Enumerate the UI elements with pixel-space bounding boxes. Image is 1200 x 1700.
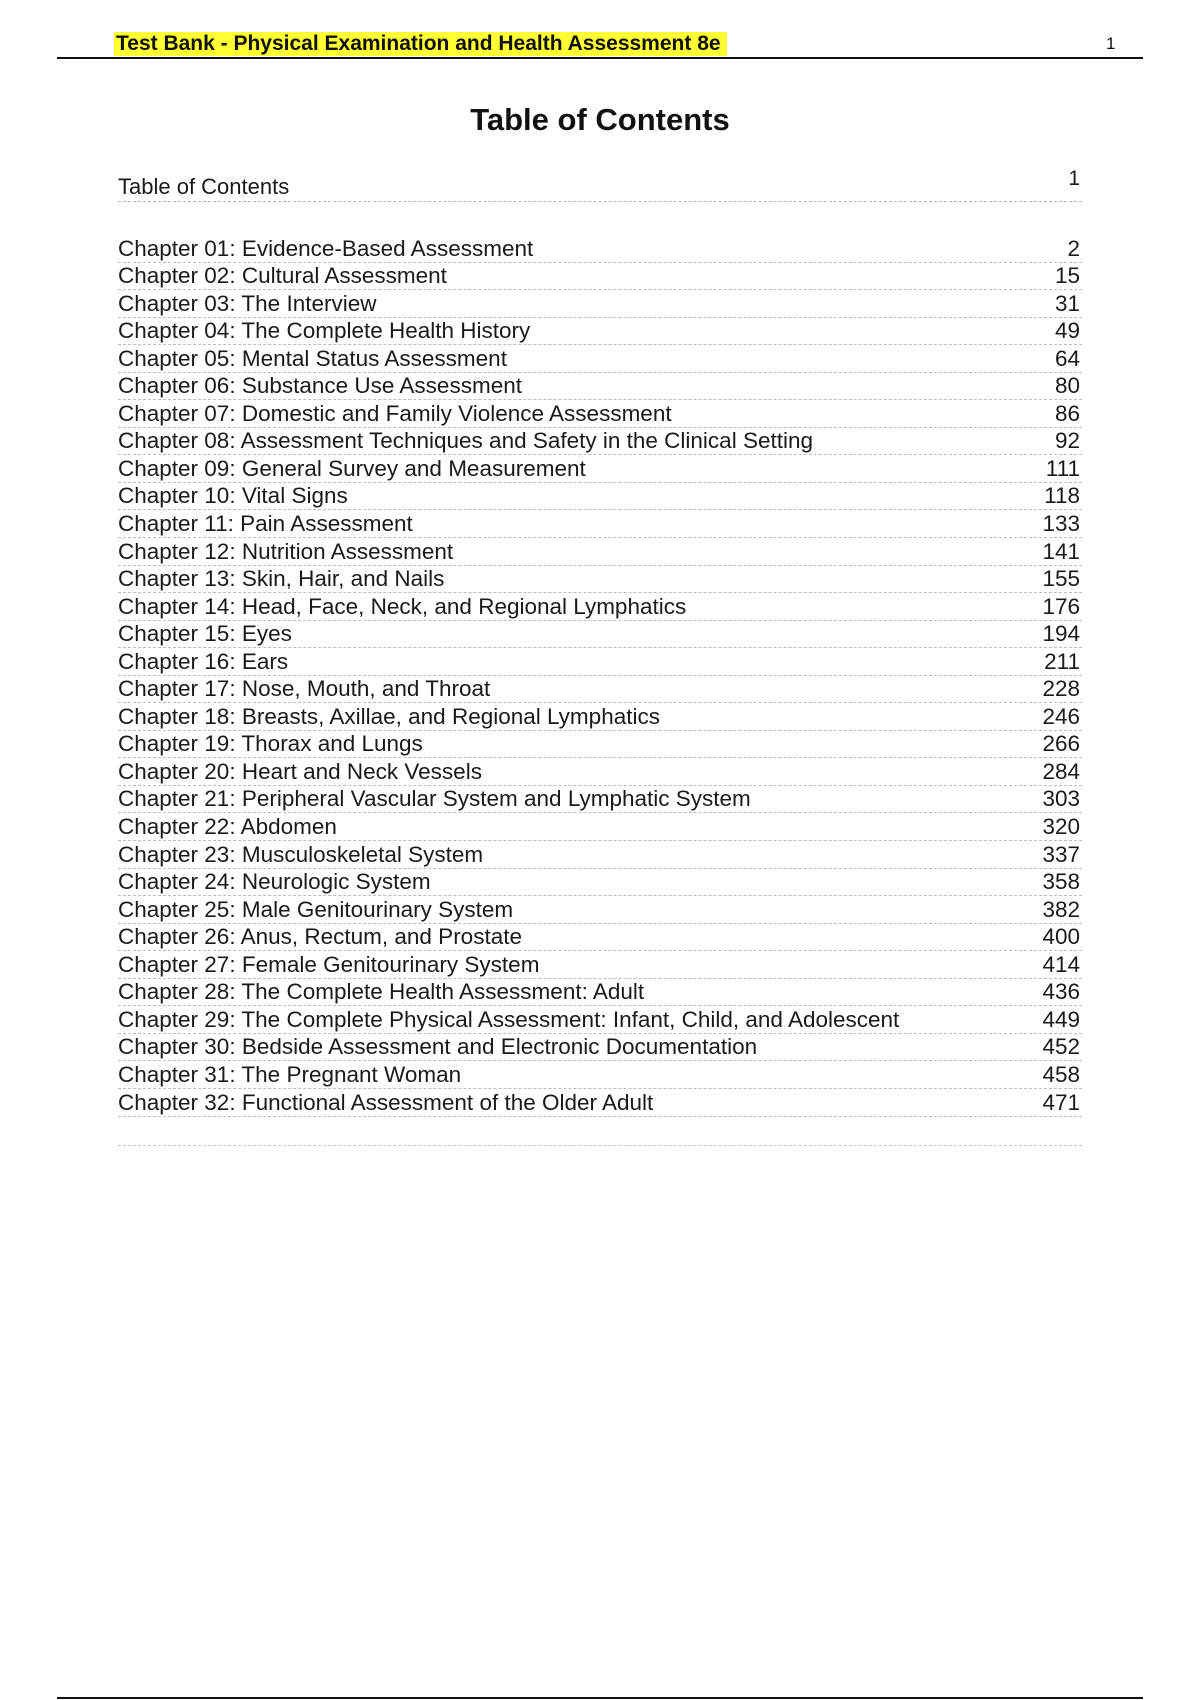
toc-entry-label: Chapter 08: Assessment Techniques and Safety in the Clinical Setting xyxy=(118,428,813,454)
toc-entry-label: Chapter 21: Peripheral Vascular System and Lymphatic System xyxy=(118,786,751,812)
toc-entry[interactable] xyxy=(118,1089,1082,1117)
toc-entry[interactable] xyxy=(118,428,1082,456)
toc-entry-page: 436 xyxy=(1042,979,1080,1005)
toc-entry-label: Chapter 25: Male Genitourinary System xyxy=(118,896,514,922)
toc-entry[interactable] xyxy=(118,813,1082,841)
toc-entry-page: 449 xyxy=(1042,1006,1080,1032)
toc-entry-label: Chapter 30: Bedside Assessment and Electronic Documentation xyxy=(118,1034,758,1060)
toc-entry-page: 49 xyxy=(1054,318,1080,344)
toc-entry-label: Chapter 01: Evidence-Based Assessment xyxy=(118,235,534,261)
toc-entry-label: Chapter 14: Head, Face, Neck, and Regional Lymphatics xyxy=(118,593,687,619)
toc-entry-label: Chapter 29: The Complete Physical Assessment: Infant, Child, and Adolescent xyxy=(118,1006,900,1032)
toc-entry[interactable] xyxy=(118,290,1082,318)
toc-entry-page: 246 xyxy=(1042,703,1080,729)
toc-entry-page: 382 xyxy=(1042,896,1080,922)
toc-entry-label: Chapter 26: Anus, Rectum, and Prostate xyxy=(118,924,522,950)
header-page-number: 1 xyxy=(1106,34,1116,53)
toc-entry[interactable] xyxy=(118,896,1082,924)
toc-entry[interactable] xyxy=(118,235,1082,263)
toc-entry-label: Chapter 06: Substance Use Assessment xyxy=(118,373,522,399)
toc-entry-page: 414 xyxy=(1042,951,1080,977)
toc-entry[interactable] xyxy=(118,318,1082,346)
toc-entry-label: Chapter 32: Functional Assessment of the Older Adult xyxy=(118,1089,654,1115)
toc-entry[interactable] xyxy=(118,1061,1082,1089)
toc-entry-label: Chapter 12: Nutrition Assessment xyxy=(118,538,454,564)
toc-entry[interactable] xyxy=(118,731,1082,759)
toc-entry[interactable] xyxy=(118,263,1082,291)
toc-entry[interactable] xyxy=(118,869,1082,897)
toc-entry-page: 194 xyxy=(1042,621,1080,647)
page-header xyxy=(57,30,1143,59)
toc-entry-page: 176 xyxy=(1042,593,1080,619)
toc-entry[interactable] xyxy=(118,951,1082,979)
toc-entry[interactable] xyxy=(118,538,1082,566)
toc-entry-page: 471 xyxy=(1042,1089,1080,1115)
toc-entry[interactable] xyxy=(118,676,1082,704)
toc-entry-page: 358 xyxy=(1042,869,1080,895)
toc-entry-page: 80 xyxy=(1054,373,1080,399)
toc-entry-label: Chapter 16: Ears xyxy=(118,648,289,674)
toc-entry-label: Chapter 10: Vital Signs xyxy=(118,483,348,509)
toc-entry[interactable] xyxy=(118,1034,1082,1062)
toc-entry[interactable] xyxy=(118,786,1082,814)
toc-entry-page: 155 xyxy=(1042,566,1080,592)
toc-entry[interactable] xyxy=(118,924,1082,952)
toc-entry-page: 337 xyxy=(1042,841,1080,867)
toc-entry-label: Chapter 07: Domestic and Family Violence Assessment xyxy=(118,400,672,426)
toc-entry-page: 320 xyxy=(1042,814,1080,840)
toc-entry[interactable] xyxy=(118,621,1082,649)
toc-entry-label: Chapter 20: Heart and Neck Vessels xyxy=(118,758,482,784)
toc-entry-page: 284 xyxy=(1042,758,1080,784)
toc-entry[interactable] xyxy=(118,510,1082,538)
toc-end-divider xyxy=(118,1145,1082,1146)
toc-entry-page: 15 xyxy=(1054,263,1080,289)
toc-entry-label: Chapter 17: Nose, Mouth, and Throat xyxy=(118,676,491,702)
toc-entry-label: Chapter 27: Female Genitourinary System xyxy=(118,951,540,977)
toc-entry-page: 452 xyxy=(1042,1034,1080,1060)
toc-entry-page: 458 xyxy=(1042,1061,1080,1087)
toc-entry[interactable] xyxy=(118,566,1082,594)
toc-entry-label: Chapter 02: Cultural Assessment xyxy=(118,263,447,289)
toc-entry-page: 266 xyxy=(1042,731,1080,757)
toc-entry-page: 400 xyxy=(1042,924,1080,950)
toc-entry-page: 211 xyxy=(1044,648,1080,674)
toc-entry-label: Chapter 05: Mental Status Assessment xyxy=(118,345,507,371)
toc-entry-label: Chapter 11: Pain Assessment xyxy=(118,511,413,537)
toc-entry-page: 111 xyxy=(1045,455,1080,481)
toc-entry-page: 31 xyxy=(1054,290,1080,316)
toc-entry[interactable] xyxy=(118,758,1082,786)
toc-entry[interactable] xyxy=(118,345,1082,373)
header-title: Test Bank - Physical Examination and Health Assessment 8e xyxy=(114,32,727,56)
toc-entry[interactable] xyxy=(118,483,1082,511)
toc-entry-label: Chapter 18: Breasts, Axillae, and Regional Lymphatics xyxy=(118,703,660,729)
toc-entry-label: Chapter 28: The Complete Health Assessment: Adult xyxy=(118,979,645,1005)
toc-entry-label: Chapter 04: The Complete Health History xyxy=(118,318,531,344)
toc-entry-label: Chapter 19: Thorax and Lungs xyxy=(118,731,423,757)
toc-entry-label: Chapter 09: General Survey and Measurement xyxy=(118,455,586,481)
toc-entry-page: 141 xyxy=(1042,538,1080,564)
toc-entry[interactable] xyxy=(118,1006,1082,1034)
toc-entry-page: 2 xyxy=(1067,235,1080,261)
toc-entry-label: Chapter 03: The Interview xyxy=(118,290,377,316)
toc-entry-label: Chapter 22: Abdomen xyxy=(118,814,337,840)
toc-entry-page: 92 xyxy=(1054,428,1080,454)
toc-entry-label: Chapter 24: Neurologic System xyxy=(118,869,431,895)
toc-entry[interactable] xyxy=(118,979,1082,1007)
page-footer-rule xyxy=(57,1697,1143,1699)
toc-entry-label: Chapter 13: Skin, Hair, and Nails xyxy=(118,566,445,592)
toc-self-entry[interactable] xyxy=(118,166,1082,202)
toc-entry-page: 133 xyxy=(1042,511,1080,537)
toc-entry[interactable] xyxy=(118,841,1082,869)
toc-entry-page: 86 xyxy=(1054,400,1080,426)
page-title: Table of Contents xyxy=(470,102,730,137)
toc-entry[interactable] xyxy=(118,593,1082,621)
toc-entry[interactable] xyxy=(118,703,1082,731)
toc-entry-label: Chapter 23: Musculoskeletal System xyxy=(118,841,484,867)
toc-entry-page: 228 xyxy=(1042,676,1080,702)
toc-entry-page: 118 xyxy=(1044,483,1080,509)
toc-entry-label: Chapter 15: Eyes xyxy=(118,621,292,647)
toc-entry[interactable] xyxy=(118,648,1082,676)
toc-entry[interactable] xyxy=(118,400,1082,428)
toc-entry-list xyxy=(118,235,1082,1117)
toc-self-label: Table of Contents xyxy=(118,174,290,199)
toc-entry[interactable] xyxy=(118,455,1082,483)
toc-entry-page: 303 xyxy=(1042,786,1080,812)
toc-entry[interactable] xyxy=(118,373,1082,401)
toc-self-page: 1 xyxy=(1068,167,1080,190)
toc-entry-label: Chapter 31: The Pregnant Woman xyxy=(118,1061,462,1087)
toc-entry-page: 64 xyxy=(1054,345,1080,371)
